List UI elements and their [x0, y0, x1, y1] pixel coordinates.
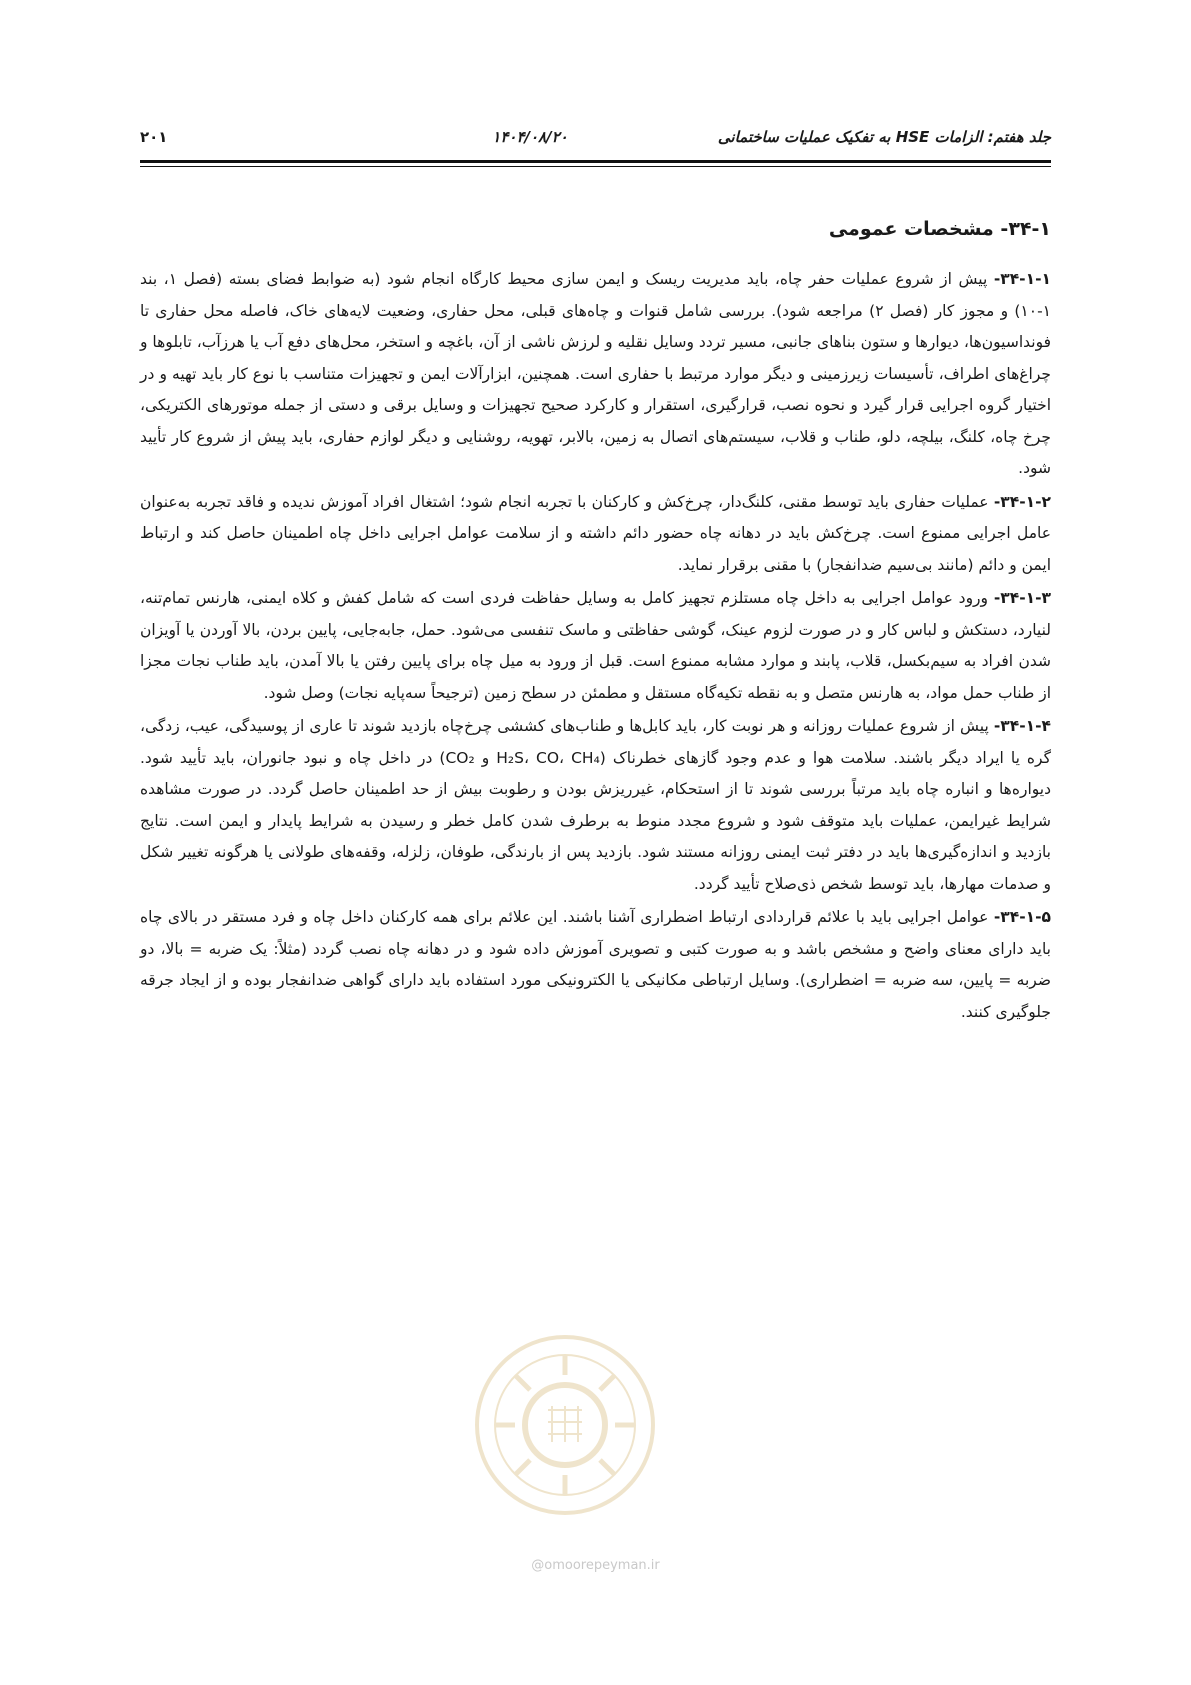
paragraph [140, 711, 1051, 900]
header-rule-thin [140, 166, 1051, 167]
paragraph-text: عملیات حفاری باید توسط مقنی، کلنگ‌دار، چرخ‌کش و کارکنان با تجربه انجام شود؛ اشتغال افراد آموزش ندیده و فاقد تجربه به‌عنوان عامل اجرایی ممنوع است. چرخ‌کش باید در دهانه چاه حضور دائم داشته و از سلامت عوامل اجرایی داخل چاه اطمینان حاصل کند و ارتباط ایمن و دائم (مانند بی‌سیم ضدانفجار) با مقنی برقرار نماید. [140, 492, 1051, 574]
paragraph-text: عوامل اجرایی باید با علائم قراردادی ارتباط اضطراری آشنا باشند. این علائم برای همه کارکنان داخل چاه و فرد مستقر در بالای چاه باید دارای معنای واضح و مشخص باشد و به صورت کتبی و تصویری آموزش داده شود و در دهانه چاه نصب گردد (مثلاً: یک ضربه = بالا، دو ضربه = پایین، سه ضربه = اضطراری). وسایل ارتباطی مکانیکی یا الکترونیکی مورد استفاده باید دارای گواهی ضدانفجار بوده و از ایجاد جرقه جلوگیری کنند. [140, 908, 1051, 1021]
paragraph-number: ۳۴-۱-۴- [993, 717, 1051, 735]
paragraph-number: ۳۴-۱-۵- [993, 908, 1051, 926]
body-content [140, 264, 1051, 1030]
header-date: ۱۴۰۴/۰۸/۲۰ [492, 128, 568, 146]
paragraph [140, 487, 1051, 582]
watermark-seal-icon [470, 1330, 660, 1520]
paragraph [140, 583, 1051, 709]
section-title: ۳۴-۱- مشخصات عمومی [828, 218, 1051, 240]
watermark-url: @omoorepeyman.ir [531, 1558, 660, 1573]
paragraph-number: ۳۴-۱-۱- [993, 270, 1051, 288]
paragraph-text: پیش از شروع عملیات روزانه و هر نوبت کار، باید کابل‌ها و طناب‌های کششی چرخ‌چاه بازدید شوند تا عاری از پوسیدگی، عیب، زدگی، گره یا ایراد دیگر باشند. سلامت هوا و عدم وجود گازهای خطرناک (H₂S، CO، CH₄ و CO₂) در داخل چاه و نبود جانوران، باید تأیید شود. دیواره‌ها و انباره چاه باید مرتباً بررسی شوند تا از استحکام، غیرریزش بودن و رطوبت بیش از حد اطمینان حاصل گردد. در صورت مشاهده شرایط غیرایمن، عملیات باید متوقف شود و شروع مجدد منوط به برطرف شدن کامل خطر و رسیدن به شرایط پایدار و ایمن است. نتایج بازدید و اندازه‌گیری‌ها باید در دفتر ثبت ایمنی روزانه مستند شود. بازدید پس از بارندگی، طوفان، زلزله، وقفه‌های طولانی یا هرگونه تغییر شکل و صدمات مهارها، باید توسط شخص ذی‌صلاح تأیید گردد. [140, 717, 1051, 893]
page-number: ۲۰۱ [140, 128, 168, 146]
header-rule-thick [140, 160, 1051, 163]
paragraph [140, 264, 1051, 485]
paragraph-number: ۳۴-۱-۳- [993, 589, 1051, 607]
paragraph-number: ۳۴-۱-۲- [993, 492, 1051, 511]
paragraph-text: پیش از شروع عملیات حفر چاه، باید مدیریت ریسک و ایمن سازی محیط کارگاه انجام شود (به ضوابط فضای بسته (فصل ۱، بند ۱-۱۰) و مجوز کار (فصل ۲) مراجعه شود). بررسی شامل قنوات و چاه‌های قبلی، محل حفاری، وضعیت لایه‌های خاک، فاصله محل حفاری تا فونداسیون‌ها، دیوارها و ستون بناهای جانبی، مسیر تردد وسایل نقلیه و لرزش ناشی از آن، باغچه و استخر، محل‌های دفع آب یا هرزآب، تابلوها و چراغ‌های اطراف، تأسیسات زیرزمینی و دیگر موارد مرتبط با حفاری است. همچنین، ابزارآلات ایمن و تجهیزات متناسب با نوع کار باید تهیه و در اختیار گروه اجرایی قرار گیرد و نحوه نصب، قرارگیری، استقرار و کارکرد صحیح تجهیزات و وسایل برقی و دستی از جمله موتورهای الکتریکی، چرخ چاه، کلنگ، بیلچه، دلو، طناب و قلاب، سیستم‌های اتصال به زمین، بالابر، تهویه، روشنایی و دیگر لوازم حفاری، باید پیش از شروع کار تأیید شود. [140, 270, 1051, 477]
page-header [140, 128, 1051, 154]
paragraph-text: ورود عوامل اجرایی به داخل چاه مستلزم تجهیز کامل به وسایل حفاظت فردی است که شامل کفش و کلاه ایمنی، هارنس تمام‌تنه، لنیارد، دستکش و لباس کار و در صورت لزوم عینک، گوشی حفاظتی و ماسک تنفسی می‌شود. حمل، جابه‌جایی، پایین بردن، بالا آوردن یا آویزان شدن افراد به سیم‌بکسل، قلاب، پابند و موارد مشابه ممنوع است. قبل از ورود به میل چاه برای پایین رفتن یا بالا آمدن، باید طناب نجات مجزا از طناب حمل مواد، به هارنس متصل و به نقطه تکیه‌گاه مستقل و مطمئن در سطح زمین (ترجیحاً سه‌پایه نجات) وصل شود. [140, 589, 1051, 702]
header-title: جلد هفتم: الزامات HSE به تفکیک عملیات ساختمانی [717, 128, 1051, 146]
paragraph [140, 902, 1051, 1028]
